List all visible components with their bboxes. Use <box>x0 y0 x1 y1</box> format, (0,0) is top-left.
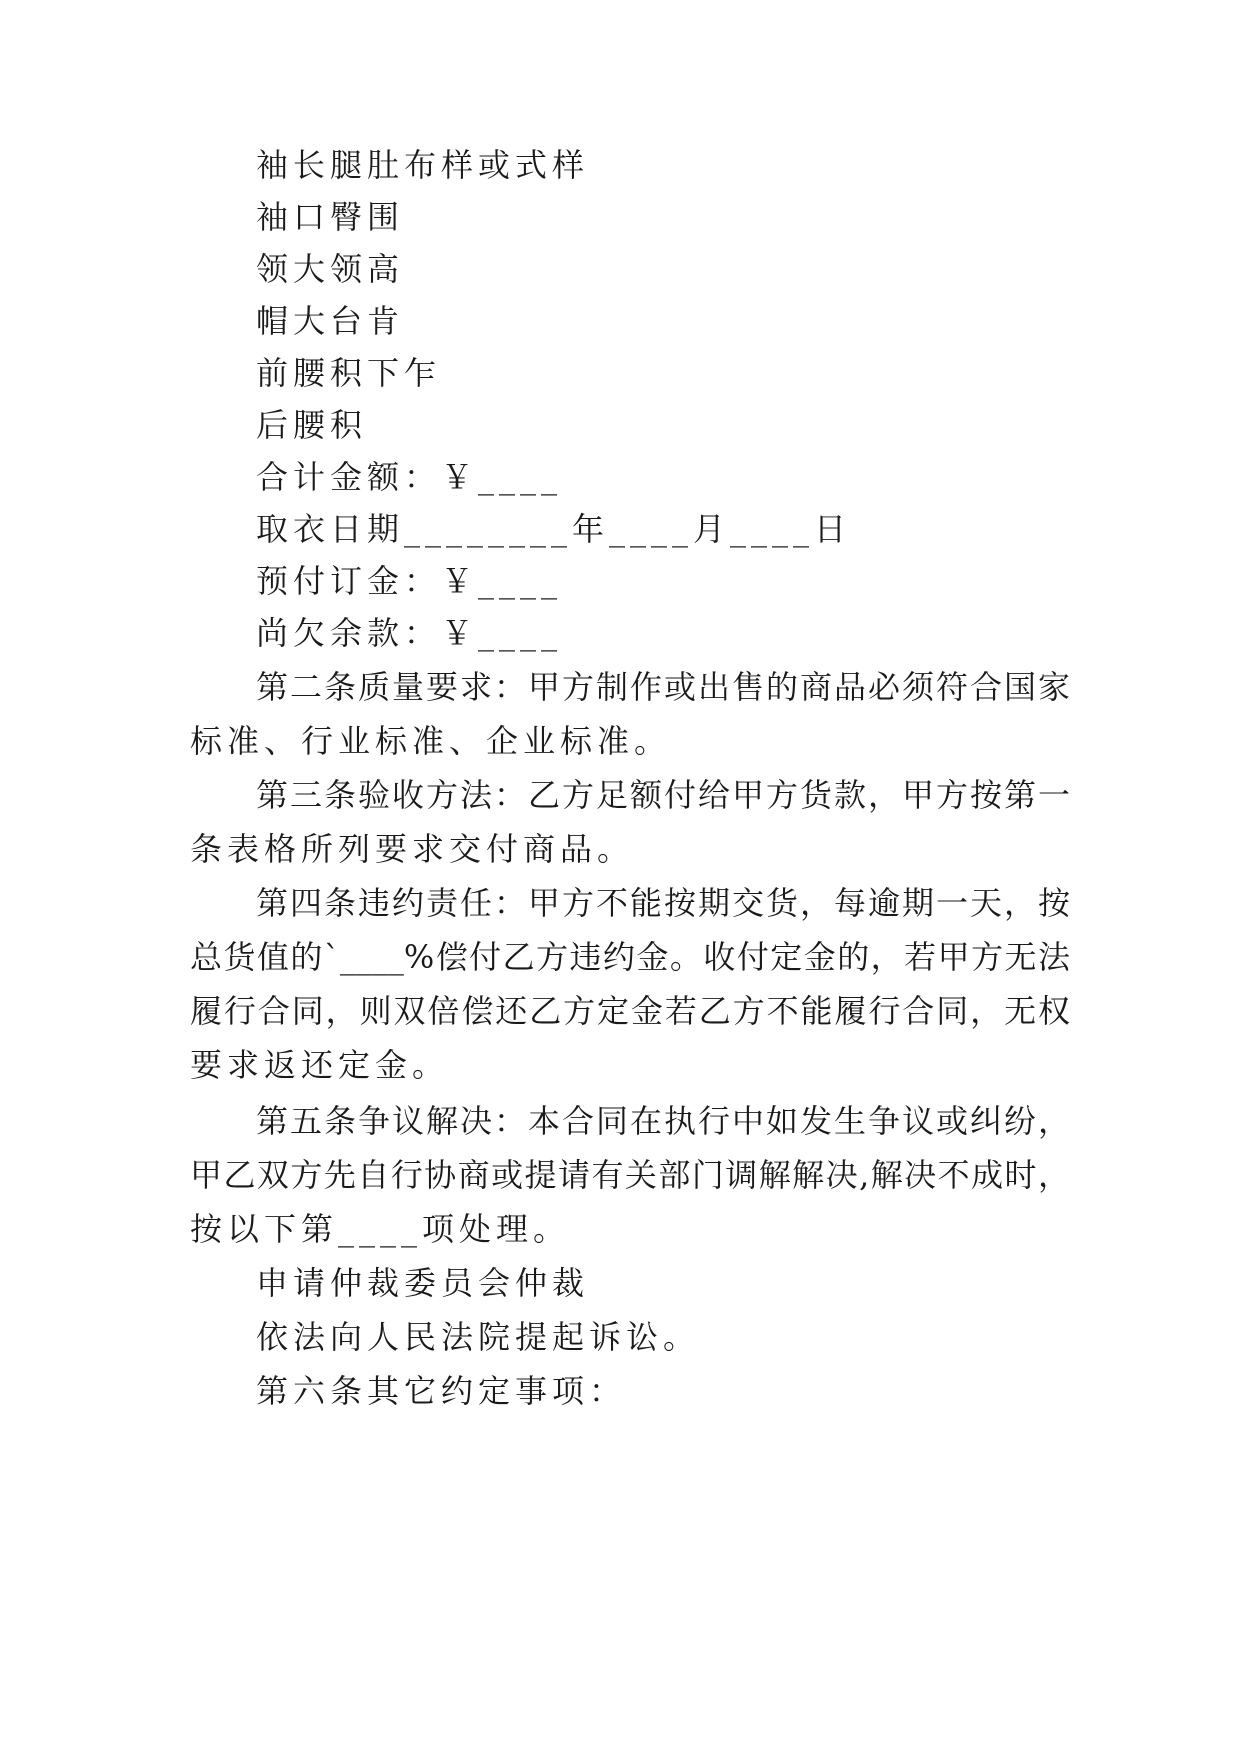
item-sleeve-length: 袖长腿肚布样或式样 <box>256 146 590 184</box>
item-collar: 领大领高 <box>256 250 405 288</box>
article-2-line-1: 第二条质量要求：甲方制作或出售的商品必须符合国家 <box>256 668 1070 706</box>
article-6-heading: 第六条其它约定事项： <box>256 1372 627 1410</box>
item-front-waist: 前腰积下乍 <box>256 354 442 392</box>
article-4-line-1: 第四条违约责任：甲方不能按期交货，每逾期一天，按 <box>256 884 1070 922</box>
balance-due: 尚欠余款：￥____ <box>256 614 563 652</box>
article-5-line-2: 甲乙双方先自行协商或提请有关部门调解解决,解决不成时， <box>190 1156 1070 1194</box>
article-4-line-3: 履行合同，则双倍偿还乙方定金若乙方不能履行合同，无权 <box>190 992 1070 1030</box>
item-hat: 帽大台肯 <box>256 302 405 340</box>
article-4-line-2: 总货值的`____%偿付乙方违约金。收付定金的，若甲方无法 <box>190 938 1070 976</box>
item-cuff-hip: 袖口臀围 <box>256 198 405 236</box>
article-5-line-3: 按以下第____项处理。 <box>190 1210 571 1248</box>
pickup-date: 取衣日期________年____月____日 <box>256 510 852 548</box>
option-litigation: 依法向人民法院提起诉讼。 <box>256 1318 701 1356</box>
article-2-line-2: 标准、行业标准、企业标准。 <box>190 722 672 760</box>
item-back-waist: 后腰积 <box>256 406 368 444</box>
article-3-line-2: 条表格所列要求交付商品。 <box>190 830 635 868</box>
article-5-line-1: 第五条争议解决：本合同在执行中如发生争议或纠纷， <box>256 1102 1070 1140</box>
article-4-line-4: 要求返还定金。 <box>190 1046 450 1084</box>
article-3-line-1: 第三条验收方法：乙方足额付给甲方货款，甲方按第一 <box>256 776 1070 814</box>
deposit-paid: 预付订金：￥____ <box>256 562 563 600</box>
option-arbitration: 申请仲裁委员会仲裁 <box>256 1264 590 1302</box>
total-amount: 合计金额：￥____ <box>256 458 563 496</box>
